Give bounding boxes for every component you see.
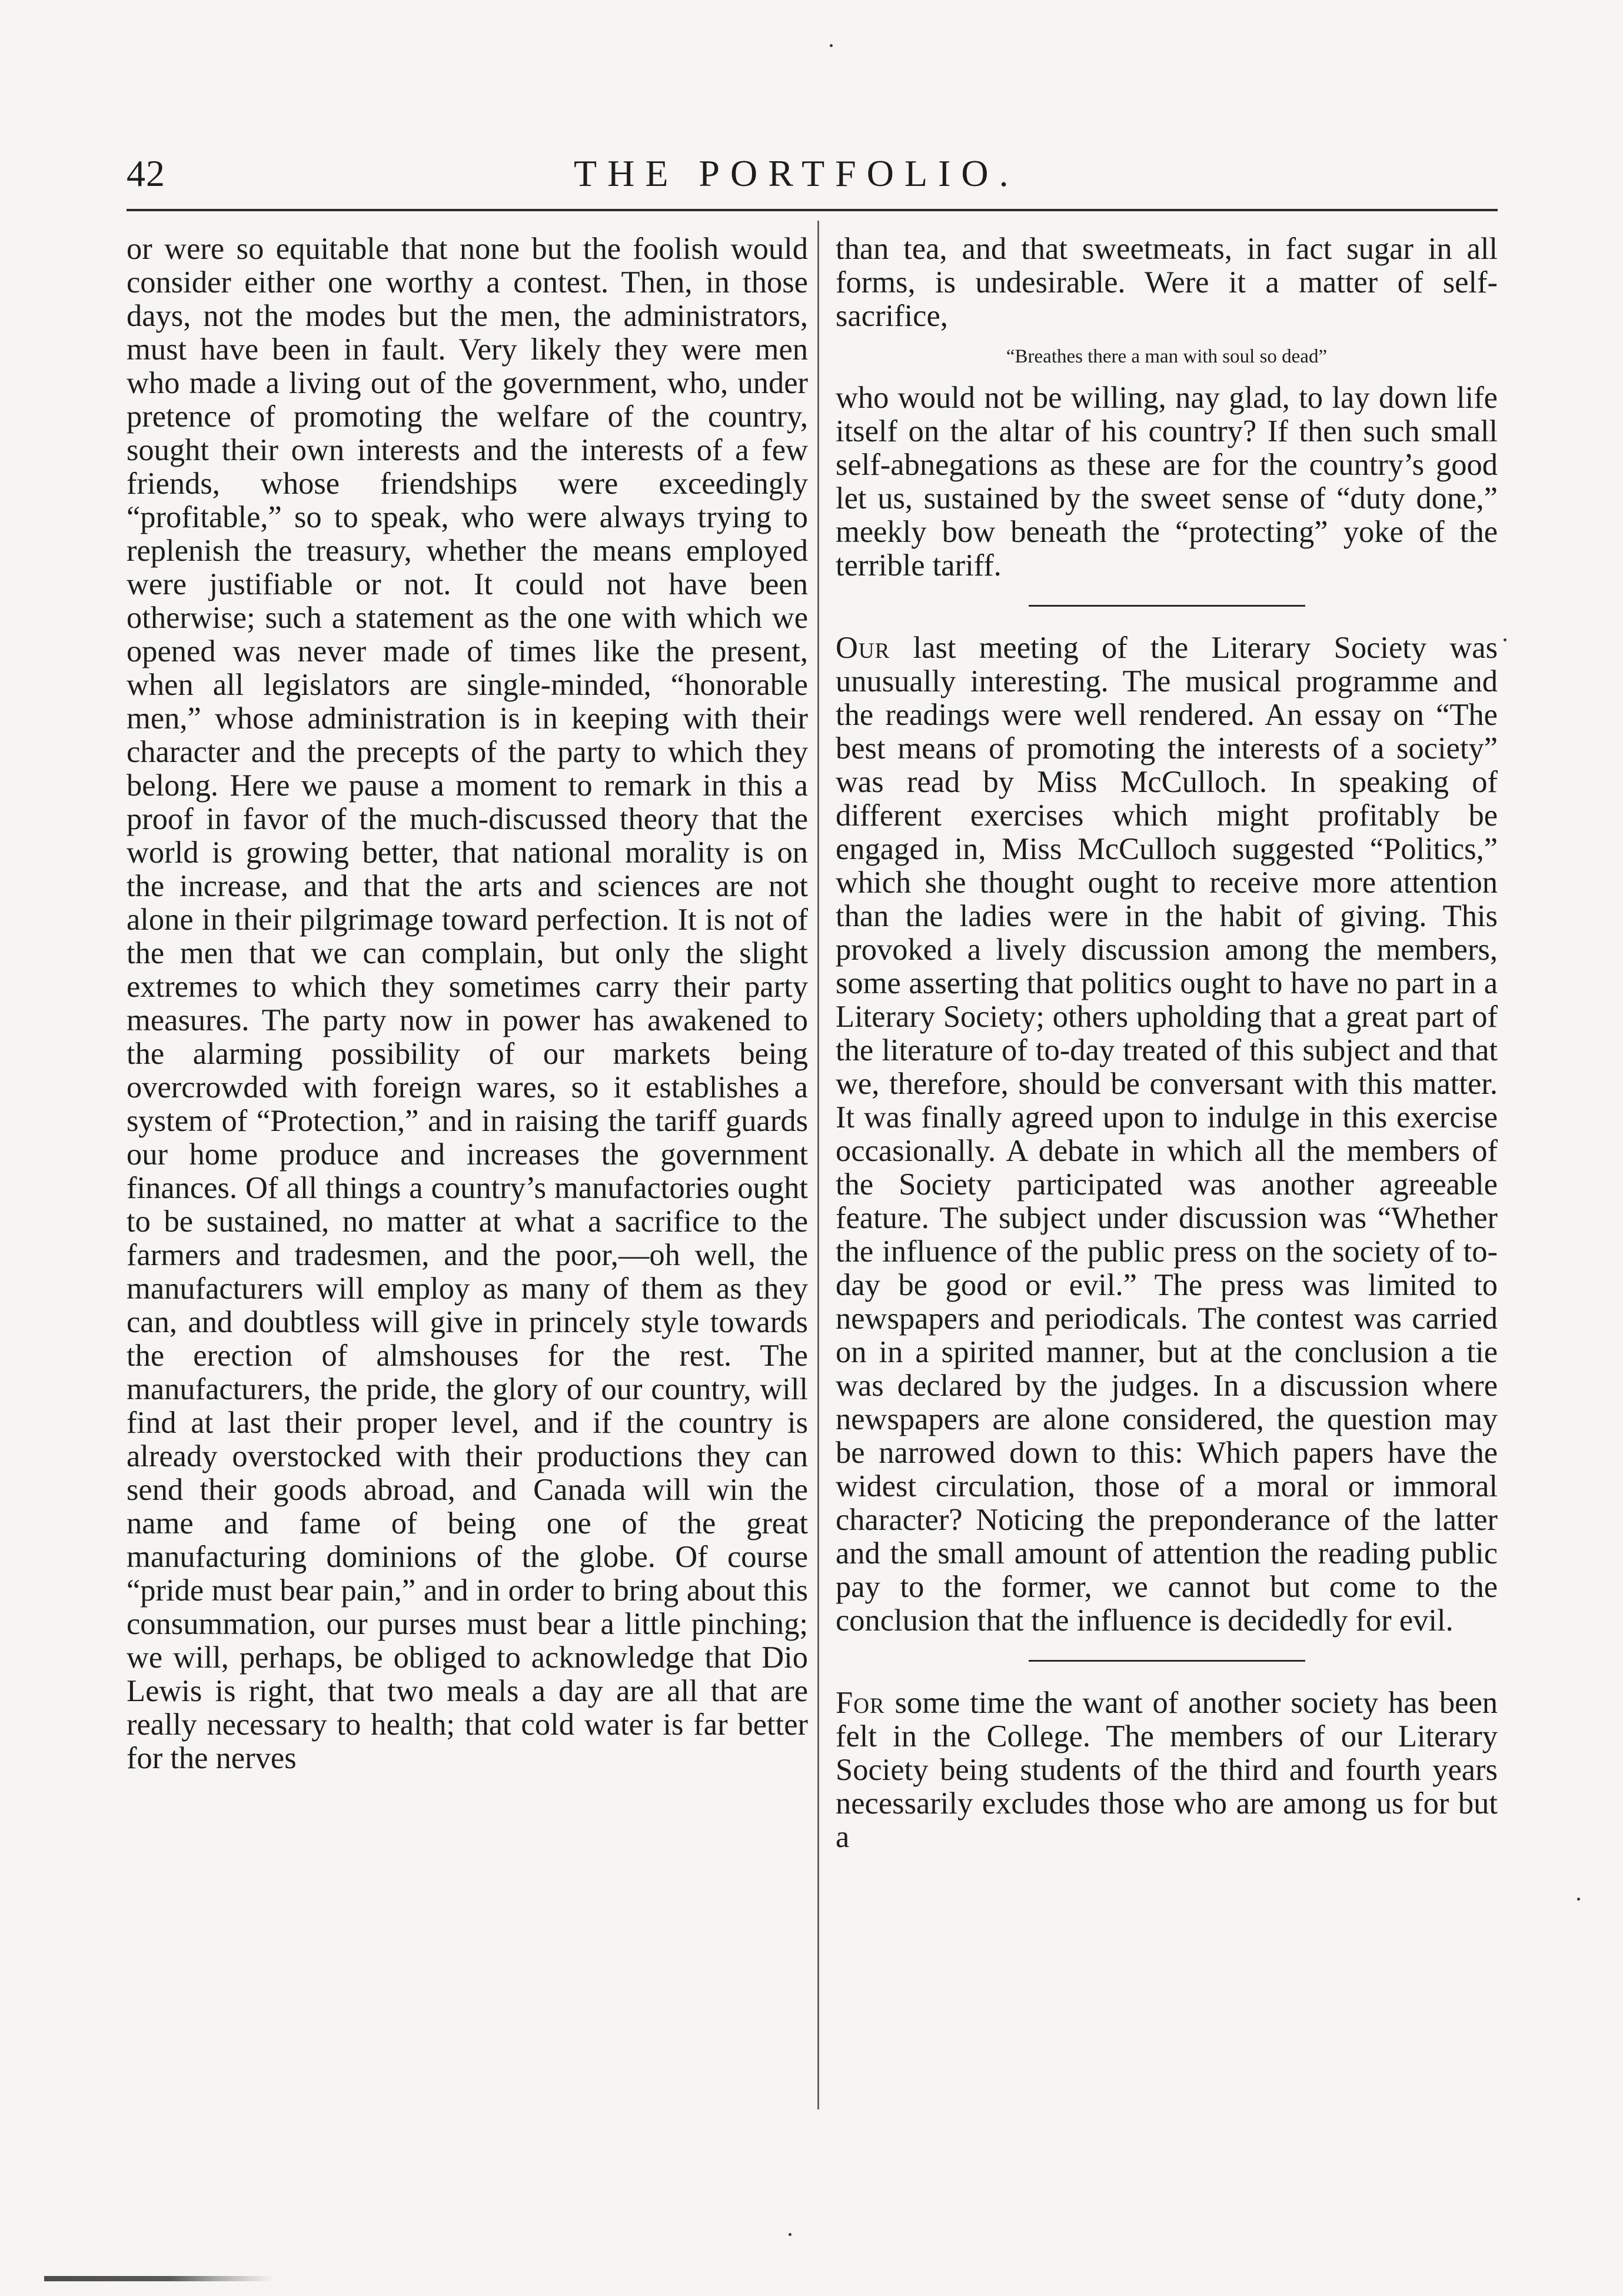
left-column (127, 232, 808, 1775)
new-society-lead-word: For (836, 1686, 885, 1720)
new-society-paragraph (836, 1686, 1498, 1854)
literary-society-text: last meeting of the Literary Society was unusually interesting. The musical programme and the readings were well rendered. An essay on “The best means of promoting the interests of a society” was read by Miss McCulloch. In speaking of different exercises which might profitably be engaged in, Miss McCulloch suggested “Politics,” which she thought ought to receive more attention than the ladies were in the habit of giving. This provoked a lively discussion among the members, some asserting that politics ought to have no part in a Literary Society; others upholding that a great part of the literature of to-day treated of this subject and that we, therefore, should be conversant with this matter. It was finally agreed upon to indulge in this exercise occasionally. A debate in which all the members of the Society participated was another agreeable feature. The subject under discussion was “Whether the influence of the public press on the society of to-day be good or evil.” The press was limited to newspapers and periodicals. The contest was carried on in a spirited manner, but at the conclusion a tie was declared by the judges. In a discussion where newspapers are alone considered, the question may be narrowed down to this: Which papers have the widest circulation, those of a moral or immoral character? Noticing the preponderance of the latter and the small amount of attention the reading public pay to the former, we cannot but come to the conclusion that the influence is decidedly for evil. (836, 631, 1498, 1638)
tariff-paragraph-end: than tea, and that sweetmeats, in fact sugar in all forms, is undesirable. Were it a matter of self-sacrifice, (836, 232, 1498, 333)
header-rule (127, 209, 1498, 211)
section-divider-rule (1029, 1660, 1305, 1662)
scan-speck (830, 44, 833, 47)
page-header (127, 141, 1498, 212)
scan-speck (1577, 1898, 1580, 1901)
literary-society-lead-word: Our (836, 631, 890, 665)
page-number: 42 (127, 152, 165, 194)
scan-speck (789, 2233, 791, 2236)
tariff-paragraph-conclusion: who would not be willing, nay glad, to lay down life itself on the altar of his country? If then such small self-abnegations as these are for the country’s good let us, sustained by the sweet sense of “duty done,” meekly bow beneath the “protecting” yoke of the terrible tariff. (836, 381, 1498, 583)
left-column-text: or were so equitable that none but the foolish would consider either one worthy a contest. Then, in those days, not the modes but the men, the administrators, must have been in fault. Very likely they were men who made a living out of the government, who, under pretence of promoting the welfare of the country, sought their own interests and the interests of a few friends, whose friendships were exceedingly “profitable,” so to speak, who were always trying to replenish the treasury, whether the means employed were justifiable or not. It could not have been otherwise; such a statement as the one with which we opened was never made of times like the present, when all legislators are single-minded, “honorable men,” whose administration is in keeping with their character and the precepts of the party to which they belong. Here we pause a moment to remark in this a proof in favor of the much-discussed theory that the world is growing better, that national morality is on the increase, and that the arts and sciences are not alone in their pilgrimage toward perfection. It is not of the men that we can complain, but only the slight extremes to which they sometimes carry their party measures. The party now in power has awakened to the alarming possibility of our markets being overcrowded with foreign wares, so it establishes a system of “Protection,” and in raising the tariff guards our home produce and increases the government finances. Of all things a country’s manufactories ought to be sustained, no matter at what a sacrifice to the farmers and tradesmen, and the poor,—oh well, the manufacturers will employ as many of them as they can, and doubtless will give in princely style towards the erection of almshouses for the rest. The manufacturers, the pride, the glory of our country, will find at last their proper level, and if the country is already overstocked with their productions they can send their goods abroad, and Canada will win the name and fame of being one of the great manufacturing dominions of the globe. Of course “pride must bear pain,” and in order to bring about this consummation, our purses must bear a little pinching; we will, perhaps, be obliged to acknowledge that Dio Lewis is right, that two meals a day are all that are really necessary to health; that cold water is far better for the nerves (127, 232, 808, 1775)
quotation-line: “Breathes there a man with soul so dead” (1006, 346, 1328, 367)
running-title: THE PORTFOLIO. (574, 152, 1019, 194)
scan-speck (1504, 638, 1506, 641)
new-society-text: some time the want of another society has been felt in the College. The members of our Literary Society being students of the third and fourth years necessarily excludes those who are among us for but a (836, 1686, 1498, 1854)
section-divider-rule (1029, 605, 1305, 607)
column-divider (817, 221, 819, 2109)
right-column (836, 232, 1498, 1854)
literary-society-paragraph (836, 631, 1498, 1638)
scan-edge-mark (44, 2276, 274, 2281)
